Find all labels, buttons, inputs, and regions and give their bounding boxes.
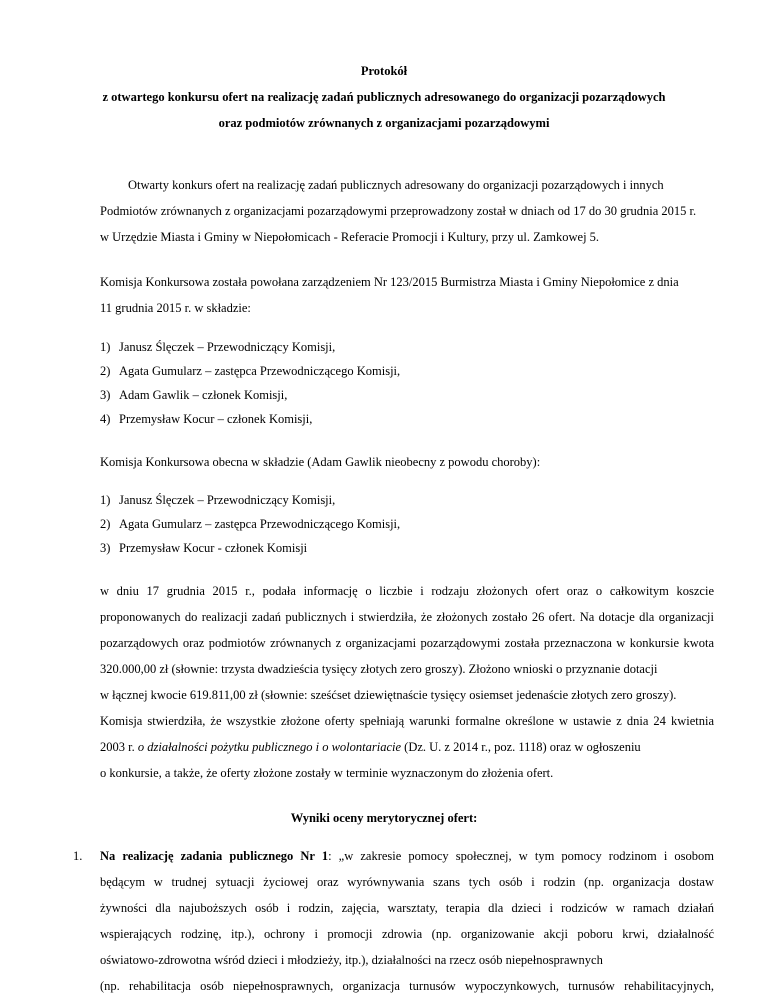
body-line-8: o konkursie, a także, że oferty złożone zostały w terminie wyznaczonym do złożenia ofert.: [100, 766, 554, 780]
list-item: Agata Gumularz – zastępca Przewodniczącego Komisji,: [119, 517, 401, 531]
list-item: Agata Gumularz – zastępca Przewodniczącego Komisji,: [119, 364, 401, 378]
intro-line-3: w Urzędzie Miasta i Gminy w Niepołomicach - Referacie Promocji i Kultury, przy ul. Zamkowej 5.: [100, 230, 600, 244]
present-intro: Komisja Konkursowa obecna w składzie (Adam Gawlik nieobecny z powodu choroby):: [100, 455, 541, 469]
list-item-number: 2): [100, 517, 111, 531]
document-subtitle-line-1: z otwartego konkursu ofert na realizację zadań publicznych adresowanego do organizacji pozarządowych: [102, 90, 666, 104]
results-item-line-1: [100, 849, 714, 864]
results-item-number: 1.: [73, 849, 83, 863]
committee-line-2: 11 grudnia 2015 r. w składzie:: [100, 301, 251, 315]
list-item-number: 1): [100, 340, 111, 354]
body-line-3: pozarządowych oraz podmiotów zrównanych z organizacjami pozarządowymi została przeznaczona w konkursie kwota: [100, 636, 714, 650]
list-item: Janusz Ślęczek – Przewodniczący Komisji,: [119, 340, 336, 354]
body-line-1: w dniu 17 grudnia 2015 r., podała informację o liczbie i rodzaju złożonych ofert oraz o całkowitym koszcie: [100, 584, 714, 598]
body-line-2: proponowanych do realizacji zadań publicznych i stwierdziła, że złożonych zostało 26 ofert. Na dotacje dla organizacji: [100, 610, 714, 624]
list-item: Przemysław Kocur – członek Komisji,: [119, 412, 313, 426]
act-title: o działalności pożytku publicznego i o wolontariacie: [137, 740, 402, 754]
document-title: Protokół: [360, 64, 408, 78]
results-item-line-1-text: : „w zakresie pomocy społecznej, w tym pomocy rodzinom i osobom: [328, 849, 714, 863]
body-line-7-start: 2003 r.: [100, 740, 138, 754]
committee-line-1: Komisja Konkursowa została powołana zarządzeniem Nr 123/2015 Burmistrza Miasta i Gminy Niepołomice z dnia: [100, 275, 679, 289]
list-item: Janusz Ślęczek – Przewodniczący Komisji,: [119, 493, 336, 507]
results-item-line-4: wspierających rodzinę, itp.), ochrony i promocji zdrowia (np. organizowanie akcji poboru krwi, działalność: [100, 927, 714, 941]
list-item-number: 3): [100, 541, 111, 555]
body-line-5: w łącznej kwocie 619.811,00 zł (słownie: sześćset dziewiętnaście tysięcy osiemset jedenaście złotych zero groszy).: [100, 688, 677, 702]
intro-line-2: Podmiotów zrównanych z organizacjami pozarządowymi przeprowadzony został w dniach od 17 do 30 grudnia 2015 r.: [100, 204, 697, 218]
list-item-number: 3): [100, 388, 111, 402]
list-item-number: 2): [100, 364, 111, 378]
results-heading: Wyniki oceny merytorycznej ofert:: [290, 811, 478, 825]
results-item-line-6: (np. rehabilitacja osób niepełnosprawnych, organizacja turnusów wypoczynkowych, turnusów rehabilitacyjnych,: [100, 979, 714, 993]
list-item: Przemysław Kocur - członek Komisji: [119, 541, 308, 555]
list-item-number: 1): [100, 493, 111, 507]
task-title: Na realizację zadania publicznego Nr 1: [100, 849, 329, 863]
body-line-7-end: (Dz. U. z 2014 r., poz. 1118) oraz w ogłoszeniu: [401, 740, 641, 754]
document-subtitle-line-2: oraz podmiotów zrównanych z organizacjami pozarządowymi: [218, 116, 550, 130]
intro-line-1: Otwarty konkurs ofert na realizację zadań publicznych adresowany do organizacji pozarządowych i innych: [128, 178, 664, 192]
list-item-number: 4): [100, 412, 111, 426]
results-item-line-2: będącym w trudnej sytuacji życiowej oraz wyrównywania szans tych osób i rodzin (np. organizacja dostaw: [100, 875, 714, 889]
results-item-line-3: żywności dla najuboższych osób i rodzin, zajęcia, warsztaty, terapia dla dzieci i rodziców w ramach działań: [100, 901, 714, 915]
body-line-6: Komisja stwierdziła, że wszystkie złożone oferty spełniają warunki formalne określone w ustawie z dnia 24 kwietnia: [100, 714, 714, 728]
results-item-line-5: oświatowo-zdrowotna wśród dzieci i młodzieży, itp.), działalności na rzecz osób niepełnosprawnych: [100, 953, 603, 967]
body-line-7: [100, 740, 641, 755]
body-line-4: 320.000,00 zł (słownie: trzysta dwadzieścia tysięcy złotych zero groszy). Złożono wnioski o przyznanie dotacji: [100, 662, 658, 676]
list-item: Adam Gawlik – członek Komisji,: [119, 388, 288, 402]
